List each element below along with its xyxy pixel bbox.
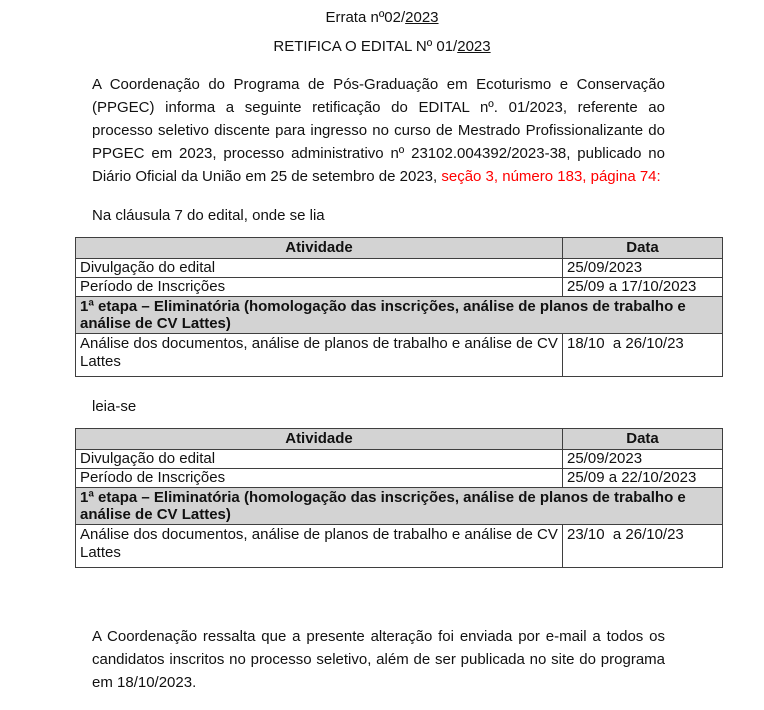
activity-cell: Período de Inscrições (76, 278, 563, 297)
table-header-row (76, 238, 723, 259)
header-atividade: Atividade (76, 238, 563, 259)
table-row (76, 278, 723, 297)
table-row (76, 469, 723, 488)
intro-highlight-red-text: seção 3, número 183, página 74: (441, 168, 661, 185)
activity-cell: Divulgação do edital (76, 259, 563, 278)
date-cell: 25/09 a 17/10/2023 (563, 278, 723, 297)
doc-subtitle-text: RETIFICA O EDITAL Nº 01/ (273, 38, 458, 55)
header-data: Data (563, 238, 723, 259)
stage-merged-cell: 1ª etapa – Eliminatória (homologação das inscrições, análise de planos de trabalho e análise de CV Lattes) (76, 488, 723, 525)
table-row (76, 450, 723, 469)
intro-paragraph (92, 73, 665, 188)
date-cell: 18/10 a 26/10/23 (563, 334, 723, 377)
activities-table-after (75, 428, 723, 568)
stage-merged-cell: 1ª etapa – Eliminatória (homologação das inscrições, análise de planos de trabalho e análise de CV Lattes) (76, 297, 723, 334)
closing-paragraph: A Coordenação ressalta que a presente alteração foi enviada por e-mail a todos os candidatos inscritos no processo seletivo, além de ser publicada no site do programa em 18/10/2023. (92, 628, 665, 691)
activities-table-before (75, 237, 723, 377)
activity-cell: Análise dos documentos, análise de planos de trabalho e análise de CV Lattes (76, 334, 563, 377)
section-before-lead: Na cláusula 7 do edital, onde se lia (92, 207, 325, 224)
activity-cell: Análise dos documentos, análise de planos de trabalho e análise de CV Lattes (76, 525, 563, 568)
table-header-row (76, 429, 723, 450)
date-cell: 25/09/2023 (563, 259, 723, 278)
header-data: Data (563, 429, 723, 450)
table-row (76, 334, 723, 377)
doc-title-year-underlined: 2023 (405, 9, 439, 26)
header-atividade: Atividade (76, 429, 563, 450)
table-row (76, 259, 723, 278)
date-cell: 23/10 a 26/10/23 (563, 525, 723, 568)
intro-text: A Coordenação do Programa de Pós-Graduação em Ecoturismo e Conservação (PPGEC) informa a seguinte retificação do EDITAL nº. 01/2023, referente ao processo seletivo discente para ingresso no curso de Mestrado Profissionalizante do PPGEC em 2023, processo administrativo nº 23102.004392/2023-38, publicado no Diário Oficial da União em 25 de setembro de 2023, (92, 76, 665, 185)
table-stage-row (76, 488, 723, 525)
section-after-lead: leia-se (92, 398, 137, 415)
table-stage-row (76, 297, 723, 334)
activity-cell: Divulgação do edital (76, 450, 563, 469)
doc-subtitle (0, 38, 764, 55)
errata-document (0, 9, 764, 694)
doc-title-text: Errata nº02/ (325, 9, 406, 26)
doc-title (0, 9, 764, 26)
doc-subtitle-year-underlined: 2023 (457, 38, 491, 55)
date-cell: 25/09/2023 (563, 450, 723, 469)
activity-cell: Período de Inscrições (76, 469, 563, 488)
table-row (76, 525, 723, 568)
date-cell: 25/09 a 22/10/2023 (563, 469, 723, 488)
